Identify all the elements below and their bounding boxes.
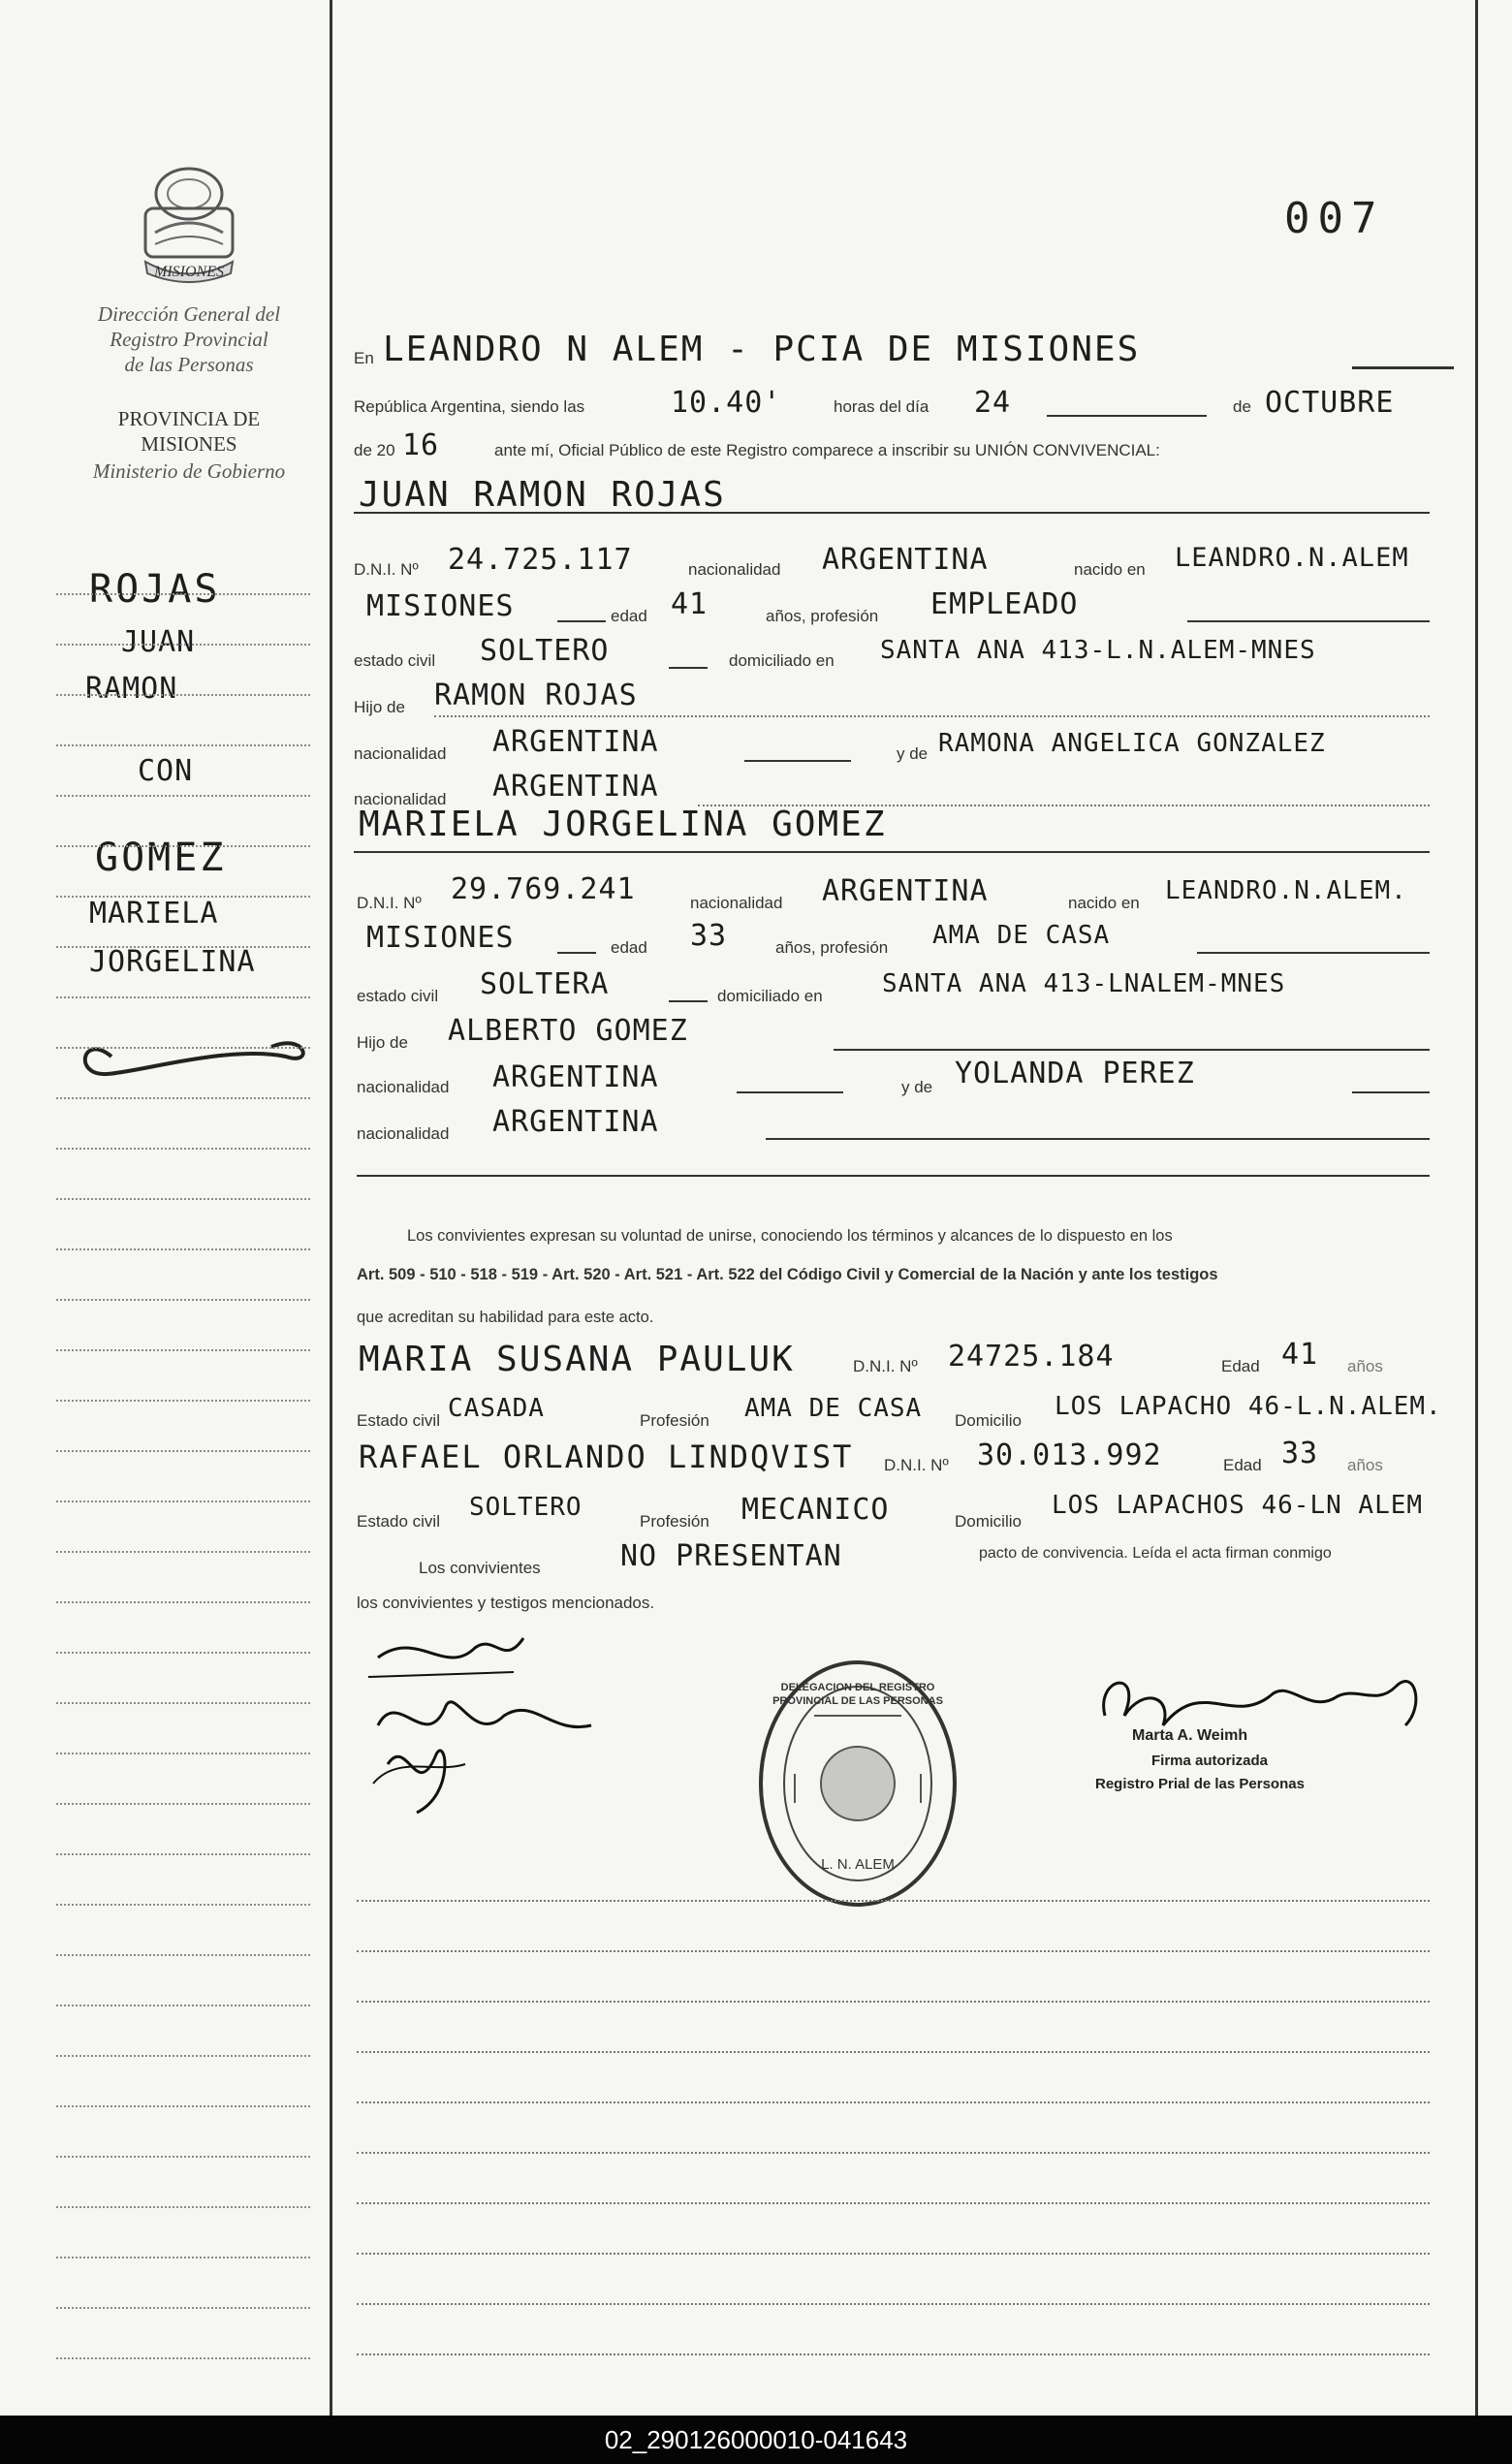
page-number: 007 [1284,194,1385,243]
p2-age: 33 [690,919,728,953]
margin-rule [56,1753,310,1754]
w2-dni: 30.013.992 [977,1438,1162,1472]
label-w-dni: D.N.I. Nº [853,1357,918,1375]
margin-rule [56,2307,310,2309]
w1-dni: 24725.184 [948,1340,1115,1374]
blank-rule [357,2101,1430,2103]
label-w-profesion: Profesión [640,1512,709,1531]
margin-divider [330,0,332,2416]
p2-civil-status: SOLTERA [480,967,610,1001]
line [357,1175,1430,1177]
label-w-domicilio: Domicilio [955,1512,1022,1531]
margin-given-1a: JUAN [121,625,196,659]
label-hijo-de: Hijo de [357,1033,408,1052]
document-code: 02_290126000010-041643 [0,2416,1512,2464]
w2-name: RAFAEL ORLANDO LINDQVIST [359,1438,854,1475]
label-nacionalidad: nacionalidad [690,894,783,912]
label-nacionalidad: nacionalidad [354,744,447,763]
margin-rule [56,1148,310,1150]
line [737,1091,843,1093]
margin-con: CON [138,754,194,788]
line [766,1138,1430,1140]
blank-rule [357,2202,1430,2204]
stamp-center-text: L. N. ALEM [821,1856,895,1873]
label-w-profesion: Profesión [640,1411,709,1430]
margin-rule [56,1501,310,1502]
line [1047,415,1207,417]
label-w-edad: Edad [1221,1357,1260,1375]
statement-line-1: Los convivientes expresan su voluntad de unirse, conociendo los términos y alcances de lo dispuesto en los [407,1227,1173,1245]
margin-rule [56,1299,310,1301]
label-hijo-de: Hijo de [354,698,405,716]
line [669,667,708,669]
p2-name: MARIELA JORGELINA GOMEZ [359,805,887,844]
p1-mother: RAMONA ANGELICA GONZALEZ [938,729,1326,758]
pacto-value: NO PRESENTAN [620,1539,842,1573]
margin-rule [56,996,310,998]
p1-name: JUAN RAMON ROJAS [359,475,726,515]
blank-rule [357,2253,1430,2255]
p1-civil-status: SOLTERO [480,634,610,668]
margin-rule [56,1400,310,1402]
officer-title: Firma autorizada [1151,1753,1269,1769]
label-y-de: y de [897,744,929,763]
label-dni: D.N.I. Nº [357,894,422,912]
p1-profession: EMPLEADO [930,587,1079,621]
margin-rule [56,1450,310,1452]
margin-rule [56,1853,310,1855]
signatures [359,1619,649,1837]
label-w-edad: Edad [1223,1456,1262,1474]
margin-rule [56,1803,310,1805]
blank-rule [357,1900,1430,1902]
margin-rule [56,946,310,948]
p2-address: SANTA ANA 413-LNALEM-MNES [882,969,1286,998]
w1-address: LOS LAPACHO 46-L.N.ALEM. [1055,1392,1442,1421]
margin-rule [56,744,310,746]
line [354,851,1430,853]
label-edad: edad [611,607,647,625]
blank-rule [357,2051,1430,2053]
label-w-anios: años [1347,1357,1383,1375]
institution-line-1: Dirección General del [97,302,281,326]
margin-rule [56,1601,310,1603]
label-horas: horas del día [834,397,929,416]
w1-age: 41 [1281,1338,1319,1372]
line [434,715,1430,717]
margin-rule [56,1702,310,1704]
label-w-estado: Estado civil [357,1512,440,1531]
blank-rule [357,2353,1430,2355]
p2-birthplace: LEANDRO.N.ALEM. [1165,876,1407,905]
line [1187,620,1430,622]
margin-rule [56,795,310,797]
line [834,1049,1430,1051]
officer-name: Marta A. Weimh [1132,1727,1248,1744]
margin-rule [56,2257,310,2259]
blank-rule [357,2001,1430,2003]
p1-nationality: ARGENTINA [822,543,989,577]
institution-line-3: de las Personas [124,353,254,376]
p1-address: SANTA ANA 413-L.N.ALEM-MNES [880,636,1316,665]
margin-rule [56,2156,310,2158]
label-nacido: nacido en [1068,894,1140,912]
right-border [1475,0,1478,2416]
statement-line-3: que acreditan su habilidad para este acto. [357,1309,654,1326]
label-w-domicilio: Domicilio [955,1411,1022,1430]
label-w-dni: D.N.I. Nº [884,1456,949,1474]
pacto-line-2: los convivientes y testigos mencionados. [357,1594,655,1612]
act-year: 16 [402,428,440,462]
margin-rule [56,896,310,898]
margin-rule [56,2206,310,2208]
p2-mother-nationality: ARGENTINA [492,1105,659,1139]
margin-rule [56,2105,310,2107]
line [1197,952,1430,954]
official-stamp [756,1658,960,1910]
margin-rule [56,1652,310,1654]
label-nacido: nacido en [1074,560,1146,579]
province-line-1: PROVINCIA DE [117,407,261,430]
margin-rule [56,1551,310,1553]
label-nacionalidad: nacionalidad [688,560,781,579]
pacto-suffix: pacto de convivencia. Leída el acta firman conmigo [979,1545,1332,1562]
margin-surname-2: GOMEZ [95,836,227,880]
p2-birthplace-cont: MISIONES [366,921,515,955]
p2-father: ALBERTO GOMEZ [448,1014,688,1048]
margin-given-2b: JORGELINA [89,945,256,979]
w2-address: LOS LAPACHOS 46-LN ALEM [1052,1491,1424,1520]
margin-given-2a: MARIELA [89,897,219,931]
margin-rule [56,845,310,847]
margin-rule [56,1047,310,1049]
label-domiciliado: domiciliado en [717,987,823,1005]
blank-rule [357,1950,1430,1952]
act-month: OCTUBRE [1265,386,1395,420]
p2-father-nationality: ARGENTINA [492,1060,659,1094]
act-time: 10.40' [671,386,782,420]
label-ante-mi: ante mí, Oficial Público de este Registro comparece a inscribir su UNIÓN CONVIVENCIAL: [494,441,1160,459]
line [1352,366,1454,369]
p2-profession: AMA DE CASA [932,921,1111,950]
margin-rule [56,694,310,696]
label-w-estado: Estado civil [357,1411,440,1430]
margin-rule [56,1198,310,1200]
blank-rule [357,2303,1430,2305]
stamp-ring-text: DELEGACION DEL REGISTRO PROVINCIAL DE LAS PERSONAS [772,1682,943,1707]
act-day: 24 [974,386,1012,420]
p2-dni: 29.769.241 [451,872,636,906]
w1-civil-status: CASADA [448,1394,545,1423]
line [557,952,596,954]
p1-dni: 24.725.117 [448,543,633,577]
margin-rule [56,593,310,595]
p2-mother: YOLANDA PEREZ [955,1057,1195,1090]
seal-icon [126,155,252,291]
label-anios-profesion: años, profesión [766,607,879,625]
margin-rule [56,2357,310,2359]
p1-age: 41 [671,587,709,621]
w1-name: MARIA SUSANA PAULUK [359,1340,795,1379]
label-w-anios: años [1347,1456,1383,1474]
line [744,760,851,762]
line [354,512,1430,514]
label-domiciliado: domiciliado en [729,651,835,670]
label-edad: edad [611,938,647,957]
line [669,1000,708,1002]
margin-rule [56,2055,310,2057]
label-de-mes: de [1233,397,1251,416]
margin-surname-1: ROJAS [89,567,221,612]
margin-closing-flourish [73,1027,325,1090]
p1-birthplace: LEANDRO.N.ALEM [1175,543,1409,573]
statement-line-2: Art. 509 - 510 - 518 - 519 - Art. 520 - Art. 521 - Art. 522 del Código Civil y Comercial de la Nación y ante los testigos [357,1266,1218,1283]
label-de-anio: de 20 [354,441,395,459]
label-anios-profesion: años, profesión [775,938,889,957]
label-nacionalidad: nacionalidad [357,1078,450,1096]
label-dni: D.N.I. Nº [354,560,419,579]
label-estado-civil: estado civil [354,651,436,670]
institution-line-2: Registro Provincial [110,328,268,351]
margin-rule [56,644,310,646]
margin-rule [56,1097,310,1099]
p1-birthplace-cont: MISIONES [366,589,515,623]
line [1352,1091,1430,1093]
officer-office: Registro Prial de las Personas [1095,1776,1305,1792]
w1-profession: AMA DE CASA [744,1394,923,1423]
margin-rule [56,1248,310,1250]
margin-rule [56,2005,310,2006]
emblem-banner: MISIONES [154,264,224,280]
label-en: En [354,349,374,367]
p1-father: RAMON ROJAS [434,679,638,712]
p1-father-nationality: ARGENTINA [492,725,659,759]
label-y-de: y de [901,1078,933,1096]
label-republica: República Argentina, siendo las [354,397,585,416]
province-line-2: MISIONES [141,432,237,456]
ministry: Ministerio de Gobierno [92,459,286,483]
margin-rule [56,1904,310,1906]
w2-profession: MECANICO [741,1493,890,1527]
blank-rule [357,2152,1430,2154]
margin-rule [56,1349,310,1351]
margin-given-1b: RAMON [85,672,178,706]
w2-civil-status: SOLTERO [469,1493,583,1522]
line [557,620,606,622]
p2-nationality: ARGENTINA [822,874,989,908]
w2-age: 33 [1281,1437,1319,1470]
act-place: LEANDRO N ALEM - PCIA DE MISIONES [383,330,1141,369]
label-nacionalidad: nacionalidad [357,1124,450,1143]
label-nacionalidad: nacionalidad [354,790,447,808]
p1-mother-nationality: ARGENTINA [492,770,659,804]
margin-rule [56,1954,310,1956]
pacto-prefix: Los convivientes [419,1559,541,1577]
label-estado-civil: estado civil [357,987,439,1005]
